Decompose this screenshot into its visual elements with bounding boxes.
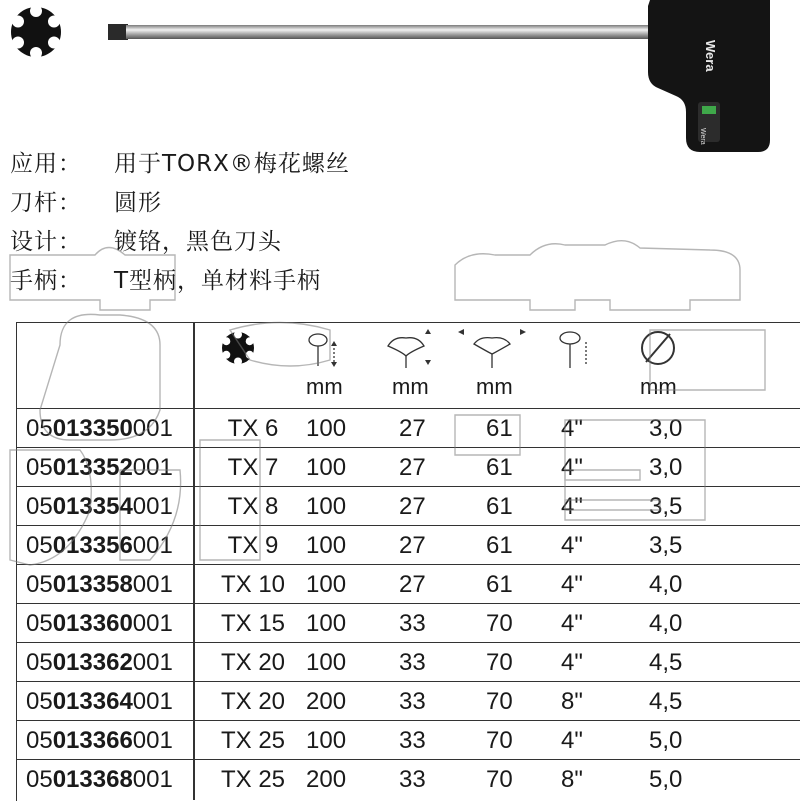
handle-height: 27: [399, 493, 426, 520]
torx-size: TX 25: [220, 727, 286, 754]
torx-size: TX 20: [220, 688, 286, 715]
handle-height: 27: [399, 571, 426, 598]
spec-handle: [10, 259, 570, 298]
handle-height: 33: [399, 688, 426, 715]
article-number: 05013354001: [26, 493, 173, 520]
spec-value: 圆形: [114, 190, 162, 216]
spec-value: 镀铬，黑色刀头: [114, 229, 282, 255]
unit-row: [0, 372, 800, 406]
blade-length: 100: [306, 493, 347, 520]
inch-length: 4": [561, 571, 583, 598]
spec-label: 手柄：: [10, 268, 82, 294]
handle-height: 27: [399, 454, 426, 481]
table-row: [16, 720, 800, 760]
handle-width: 70: [486, 766, 513, 793]
torx-size: TX 6: [227, 415, 279, 442]
handle-width: 61: [486, 571, 513, 598]
shaft-diameter: 5,0: [649, 766, 683, 793]
table-row: [16, 681, 800, 721]
article-number: 05013366001: [26, 727, 173, 754]
inch-length: 4": [561, 532, 583, 559]
spec-label: 刀杆：: [10, 190, 82, 216]
shaft-diameter: 4,5: [649, 688, 683, 715]
table-row: [16, 486, 800, 526]
torx-size: TX 10: [220, 571, 286, 598]
handle-width: 70: [486, 727, 513, 754]
spec-application: [10, 142, 570, 181]
handle-height: 27: [399, 532, 426, 559]
torx-size: TX 25: [220, 766, 286, 793]
handle-width: 61: [486, 493, 513, 520]
handle-width: 70: [486, 649, 513, 676]
handle-width: 70: [486, 610, 513, 637]
blade-length: 100: [306, 415, 347, 442]
table-row: [16, 603, 800, 643]
handle-height: 33: [399, 610, 426, 637]
inch-length: 8": [561, 766, 583, 793]
inch-length: 4": [561, 610, 583, 637]
spec-design: [10, 220, 570, 259]
shaft-diameter: 4,5: [649, 649, 683, 676]
t-handle-screwdriver-image: [0, 0, 800, 160]
article-number: 05013362001: [26, 649, 173, 676]
handle-width: 70: [486, 688, 513, 715]
table-row: [16, 564, 800, 604]
torx-size: TX 7: [227, 454, 279, 481]
table-header-icons: [0, 326, 800, 376]
torx-size: TX 9: [227, 532, 279, 559]
article-number: 05013352001: [26, 454, 173, 481]
shaft-diameter: 5,0: [649, 727, 683, 754]
handle-width-icon: [458, 329, 526, 368]
shaft-diameter: 4,0: [649, 610, 683, 637]
inch-length: 4": [561, 727, 583, 754]
spec-value: T型柄，单材料手柄: [114, 268, 322, 294]
torx-size: TX 8: [227, 493, 279, 520]
handle-width: 61: [486, 415, 513, 442]
torx-size-icon: [222, 331, 254, 366]
spec-label: 设计：: [10, 229, 82, 255]
article-number: 05013364001: [26, 688, 173, 715]
shaft-diameter: 3,0: [649, 454, 683, 481]
article-number: 05013360001: [26, 610, 173, 637]
article-number: 05013368001: [26, 766, 173, 793]
inch-length: 4": [561, 649, 583, 676]
blade-length: 100: [306, 727, 347, 754]
table-row: [16, 408, 800, 448]
handle-width: 61: [486, 532, 513, 559]
brand-logo: Wera: [703, 40, 718, 72]
inch-length: 4": [561, 454, 583, 481]
blade-length-icon: [309, 334, 337, 367]
spec-list: [10, 142, 570, 298]
blade-length: 100: [306, 532, 347, 559]
inch-length: 4": [561, 415, 583, 442]
handle-height: 27: [399, 415, 426, 442]
blade-length: 100: [306, 454, 347, 481]
spec-shaft: [10, 181, 570, 220]
article-number: 05013358001: [26, 571, 173, 598]
shaft-diameter: 4,0: [649, 571, 683, 598]
article-number: 05013356001: [26, 532, 173, 559]
unit-label: mm: [306, 374, 343, 399]
diameter-icon: [642, 332, 674, 364]
table-row: [16, 759, 800, 799]
unit-label: mm: [392, 374, 429, 399]
handle-height: 33: [399, 766, 426, 793]
handle-height-icon: [388, 329, 431, 368]
svg-text:Wera: Wera: [699, 128, 706, 145]
blade-length: 200: [306, 688, 347, 715]
unit-label: mm: [640, 374, 677, 399]
handle-height: 33: [399, 649, 426, 676]
spec-label: 应用：: [10, 151, 82, 177]
torx-size: TX 20: [220, 649, 286, 676]
product-image: [0, 0, 800, 160]
blade-length: 100: [306, 649, 347, 676]
shaft-diameter: 3,0: [649, 415, 683, 442]
shaft-diameter: 3,5: [649, 493, 683, 520]
torx-size: TX 15: [220, 610, 286, 637]
table-row: [16, 525, 800, 565]
spec-value: 用于TORX®梅花螺丝: [114, 151, 350, 177]
handle-width: 61: [486, 454, 513, 481]
inch-length: 4": [561, 493, 583, 520]
unit-label: mm: [476, 374, 513, 399]
inch-length: 8": [561, 688, 583, 715]
shaft-length-inch-icon: [560, 332, 586, 368]
blade-length: 200: [306, 766, 347, 793]
handle-height: 33: [399, 727, 426, 754]
table-row: [16, 642, 800, 682]
article-number: 05013350001: [26, 415, 173, 442]
blade-length: 100: [306, 610, 347, 637]
table-row: [16, 447, 800, 487]
shaft-diameter: 3,5: [649, 532, 683, 559]
blade-length: 100: [306, 571, 347, 598]
